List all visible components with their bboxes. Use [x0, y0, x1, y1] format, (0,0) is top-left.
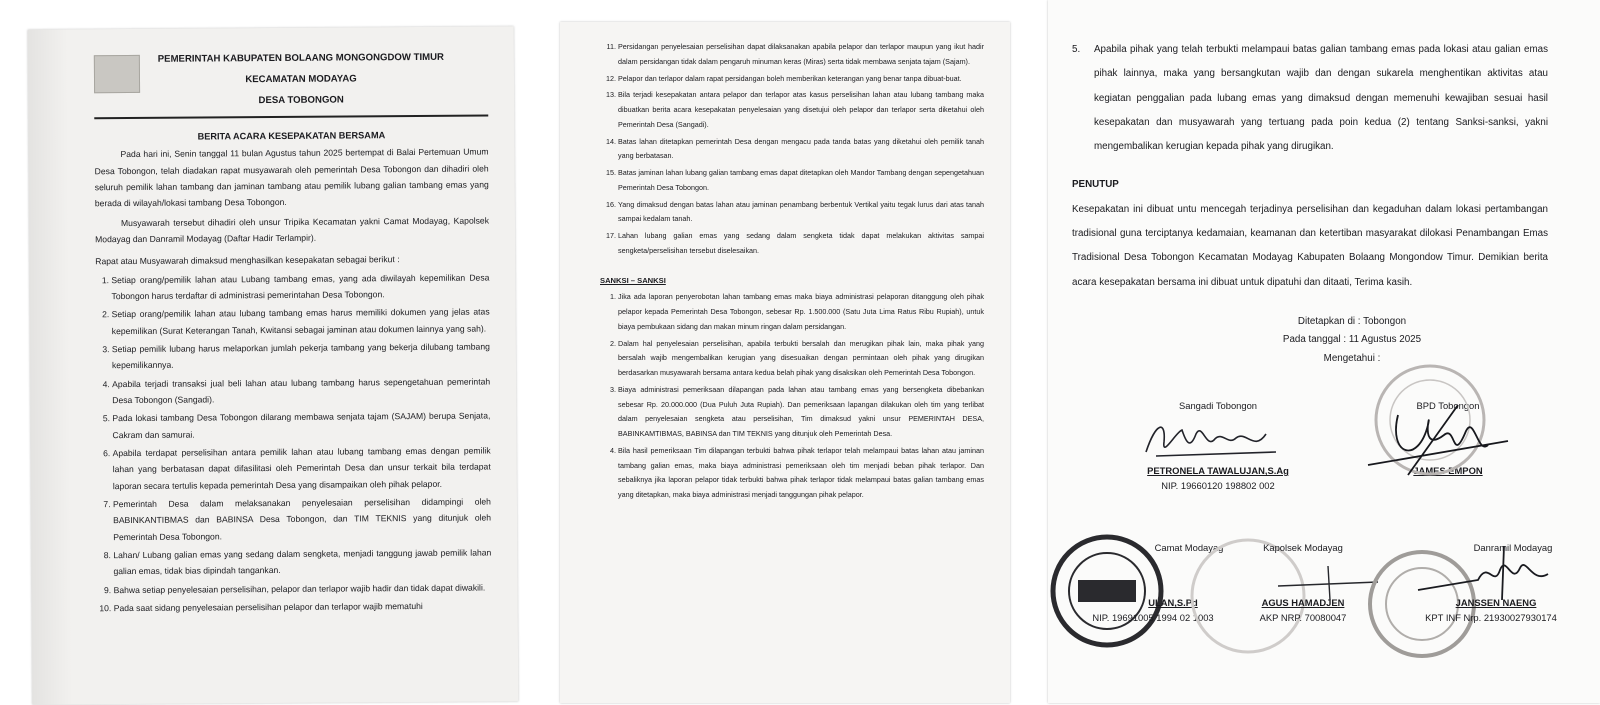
list-item: 10. Pada saat sidang penyelesaian perselisihan pelapor dan terlapor wajib mematuhi	[114, 597, 492, 616]
attendance-paragraph: Musyawarah tersebut dihadiri oleh unsur Tripika Kecamatan yakni Camat Modayag, Kapolsek Modayag dan Danramil Modayag (Daftar Hadir Terlampir).	[95, 215, 490, 245]
list-item: 14. Batas lahan ditetapkan pemerintah Desa dengan mengacu pada tanda batas yang diketahui oleh pemilik tanah yang berbatasan.	[618, 135, 984, 165]
letterhead-line: PEMERINTAH KABUPATEN BOLAANG MONGONGDOW TIMUR	[157, 51, 444, 65]
closing-heading: PENUTUP	[1072, 179, 1119, 191]
list-item: 6. Apabila terdapat perselisihan antara pemilik lahan atau lubang tambang emas dengan pemilik lahan yang berbatasan dapat difasilitasi oleh Pemerintah Desa dan unsur terkait bila terdapat laporan secara tertulis kepada pemerintah Desa yang disampaikan oleh pihak pelapor.	[113, 443, 491, 495]
letterhead-line: DESA TOBONGON	[258, 94, 344, 107]
document-page-2	[560, 22, 1010, 703]
signatory-role: Sangadi Tobongon	[1178, 400, 1258, 411]
document-title: BERITA ACARA KESEPAKATAN BERSAMA	[197, 130, 386, 142]
signatory-role: BPD Tobongon	[1416, 400, 1480, 411]
document-page-3	[1048, 0, 1600, 703]
closing-paragraph: Kesepakatan ini dibuat untu mencegah terjadinya perselisihan dan kegaduhan dalam lokasi pertambangan tradisional guna terciptanya kedamaian, keamanan dan ketertiban masyarakat dilokasi Penambangan Emas Tradisional Desa Tobongon Kecamatan Modayag Kabupaten Bolaang Mongondow Timur. Demikian berita acara kesepakatan bersama ini dibuat untuk dipatuhi dan ditaati, Terima kasih.	[1072, 203, 1548, 288]
list-item: 5. Pada lokasi tambang Desa Tobongon dilarang membawa senjata tajam (SAJAM) berupa Senjata, Cakram dan samurai.	[112, 408, 490, 443]
signatory-name: PETRONELA TAWALUJAN,S.Ag	[1147, 465, 1289, 477]
list-item: 3. Biaya administrasi pemeriksaan dilapangan pada lahan atau tambang emas yang bersengketa dibebankan sebesar Rp. 20.000.000 (Dua Puluh Juta Rupiah). Dan pemeriksaan lapangan dilakukan oleh tim yang terlibat dalam penyelesaian sengketa atau perselisihan, Tim dimaksud yakni unsur PEMERINTAH DESA, BABINKAMTIBMAS, BABINSA dan TIM TEKNIS yang ditunjuk oleh Pemerintah Desa.	[618, 383, 984, 442]
list-item: 17. Lahan lubang galian emas yang sedang dalam sengketa tidak dapat melakukan aktivitas sampai sengketa/perselisihan tersebut diselesaikan.	[618, 229, 984, 259]
signatory-role: Kapolsek Modayag	[1263, 542, 1343, 553]
acknowledged-label: Mengetahui :	[1323, 353, 1381, 365]
list-item: 4. Apabila terjadi transaksi jual beli lahan atau lubang tambang harus sepengetahuan pemerintah Desa Tobongon (Sangadi).	[112, 373, 490, 408]
opening-paragraph: Pada hari ini, Senin tanggal 11 bulan Agustus tahun 2025 bertempat di Balai Pertemuan Umum Desa Tobongon, telah diadakan rapat musyawarah oleh pemerintah Desa Tobongon dan dihadiri oleh seluruh pemilik lahan tambang dan jaminan tambang atau pemilik lubang galian tambang emas yang berada di wilayah/lokasi tambang Desa Tobongon.	[94, 146, 489, 209]
enactment-place: Ditetapkan di : Tobongon	[1297, 315, 1407, 327]
list-item: 13. Bila terjadi kesepakatan antara pelapor dan terlapor atas kasus perselisihan lahan atau lubang tambang maka dibuatkan berita acara kesepakatan penyelesaian yang disetujui oleh pelapor dan terlapor serta diketahui oleh Pemerintah Desa (Sangadi).	[618, 88, 984, 132]
signatory-name: AGUS HAMADJEN	[1261, 597, 1345, 609]
signatory-name: ULAN,S.Pd	[1148, 597, 1198, 609]
signature-sangadi-icon	[1136, 412, 1286, 468]
agreement-list-continued	[600, 40, 984, 259]
signatory-id: NIP. 19660120 198802 002	[1161, 480, 1275, 492]
list-item: 15. Batas jaminan lahan lubang galian tambang emas dapat ditetapkan oleh Mandor Tambang dengan sepengetahuan Pemerintah Desa Tobongon.	[618, 166, 984, 196]
sanctions-heading: SANKSI – SANKSI	[600, 275, 666, 285]
item-text: Apabila pihak yang telah terbukti melampaui batas galian tambang emas pada lokasi atau galian emas pihak lainnya, maka yang bersangkutan wajib dan dengan sukarela menghentikan aktivitas atau kegiatan penggalian pada lubang emas yang dimaksud dengan memenuhi kewajiban sesuai hasil kesepakatan dan musyawarah yang tertuang pada poin kedua (2) tentang Sanksi-sanksi, yakni mengembalikan kerugian kepada pihak yang dirugikan.	[1094, 44, 1548, 153]
signature-danramil-icon	[1408, 540, 1568, 610]
signatory-id: NIP. 19691005 1994 02 1003	[1092, 612, 1214, 624]
signatory-id: KPT INF Nrp. 21930027930174	[1425, 612, 1557, 624]
enactment-date: Pada tanggal : 11 Agustus 2025	[1282, 334, 1422, 346]
letterhead	[94, 46, 488, 111]
document-page-1	[28, 26, 519, 704]
list-item: 9. Bahwa setiap penyelesaian perselisihan, pelapor dan terlapor wajib hadir dan tidak dapat diwakili.	[114, 579, 492, 598]
letterhead-line: KECAMATAN MODAYAG	[245, 73, 357, 86]
list-item: 1. Jika ada laporan penyerobotan lahan tambang emas maka biaya administrasi pelaporan ditanggung oleh pihak pelapor kepada Pemerintah Desa Tobongon, sebesar Rp. 1.500.000 (Satu Juta Lima Ratus Ribu Rupiah), untuk biaya pembukaan sidang dan makan minum ringan dalam persidangan.	[618, 290, 984, 334]
item-number: 5.	[1072, 44, 1081, 55]
list-item: 2. Dalam hal penyelesaian perselisihan, apabila terbukti bersalah dan merugikan pihak lain, maka pihak yang bersalah wajib mengembalikan kerugian yang disesuaikan dengan permintaan oleh pihak yang dirugikan berdasarkan musyawarah bersama antara kedua belah pihak yang disaksikan oleh Pemerintah Desa Tobongon.	[618, 337, 984, 381]
list-item: 3. Setiap pemilik lubang harus melaporkan jumlah pekerja tambang yang bekerja dilubang tambang kepemilikannya.	[112, 339, 490, 374]
signatory-role: Camat Modayag	[1154, 542, 1224, 553]
signatory-role: Danramil Modayag	[1473, 542, 1553, 553]
list-item: 12. Pelapor dan terlapor dalam rapat persidangan boleh memberikan keterangan yang benar tanpa dibuat-buat.	[618, 72, 984, 87]
list-item: 4. Bila hasil pemeriksaan Tim dilapangan terbukti bahwa pihak terlapor telah melampaui batas lahan atau jaminan tambang galian emas, maka biaya administrasi pemeriksaan oleh tim menjadi beban pihak terlapor. Dan sebaliknya jika laporan pelapor tidak terbukti bahwa pihak terlapor tidak melampaui batas galian tambang emas yang ditetapkan, maka biaya administrasi menjadi tanggungan pihak pelapor.	[618, 444, 984, 503]
list-item: 2. Setiap orang/pemilik lahan atau lubang tambang emas harus memiliki dokumen yang jelas atas kepemilikan (Surat Keterangan Tanah, Kwitansi sebagai jaminan atau dokumen lainnya yang sah).	[112, 304, 490, 339]
list-item: 8. Lahan/ Lubang galian emas yang sedang dalam sengketa, menjadi tanggung jawab pemilik lahan galian emas, tidak bias dipindah tangankan.	[113, 545, 491, 580]
signatory-name: JANSSEN NAENG	[1455, 597, 1537, 609]
agreement-list	[95, 269, 491, 616]
sanction-item-5	[1072, 38, 1548, 159]
signatory-name: JAMES EMPON	[1413, 465, 1483, 477]
list-item: 11. Persidangan penyelesaian perselisihan dapat dilaksanakan apabila pelapor dan terlapor maupun yang ikut hadir dalam persidangan tidak dalam pengaruh minuman keras (Miras) serta tidak membawa senjata tajam (Sajam).	[618, 40, 984, 70]
list-item: 1. Setiap orang/pemilik lahan atau Lubang tambang emas, yang ada diwilayah kepemilikan Desa Tobongon harus terdaftar di administrasi pemerintahan Desa Tobongon.	[111, 269, 489, 304]
signature-bpd-icon	[1348, 395, 1518, 485]
letterhead-divider	[94, 114, 488, 119]
signatory-id: AKP NRP. 70080047	[1259, 612, 1347, 624]
list-item: 7. Pemerintah Desa dalam melaksanakan penyelesaian perselisihan didampingi oleh BABINKANTIBMAS dan BABINSA Desa Tobongon, dan TIM TEKNIS yang ditunjuk oleh Pemerintah Desa Tobongon.	[113, 494, 491, 546]
list-item: 16. Yang dimaksud dengan batas lahan atau jaminan penambang berbentuk Vertikal yaitu tegak lurus dari atas tanah sampai kedalam tanah.	[618, 198, 984, 228]
agreement-lead: Rapat atau Musyawarah dimaksud menghasilkan kesepakatan sebagai berikut :	[95, 254, 400, 267]
regency-logo-icon	[94, 55, 140, 93]
sanctions-list	[600, 290, 984, 503]
